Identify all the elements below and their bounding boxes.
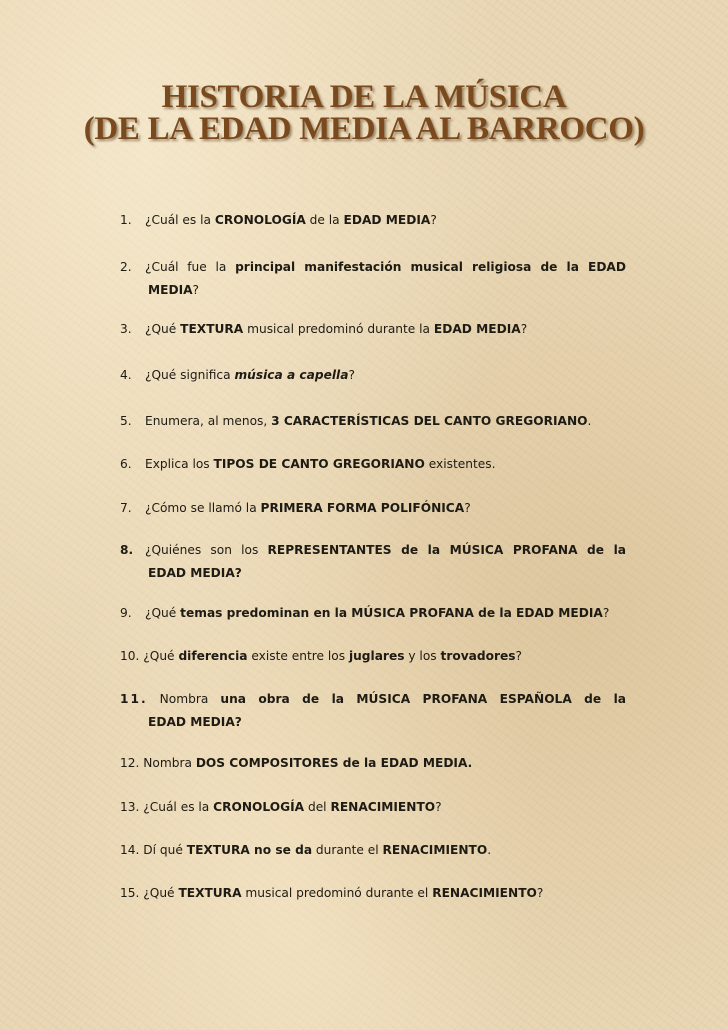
- question-8: 8. ¿Quiénes son los REPRESENTANTES de la MÚSICA PROFANA de la EDAD MEDIA?: [120, 539, 626, 585]
- question-number: 10.: [120, 649, 140, 663]
- question-15: 15. ¿Qué TEXTURA musical predominó durante el RENACIMIENTO?: [120, 886, 544, 900]
- question-11: 11. Nombra una obra de la MÚSICA PROFANA ESPAÑOLA de la EDAD MEDIA?: [120, 692, 627, 729]
- question-number: 6.: [120, 457, 132, 471]
- question-number: 11.: [120, 692, 148, 706]
- question-1: 1. ¿Cuál es la CRONOLOGÍA de la EDAD MEDIA?: [120, 209, 626, 232]
- question-number: 8.: [120, 543, 134, 557]
- question-3: 3. ¿Qué TEXTURA musical predominó durante la EDAD MEDIA?: [120, 318, 626, 341]
- question-number: 14.: [120, 843, 140, 857]
- question-number: 3.: [120, 322, 132, 336]
- question-2: 2. ¿Cuál fue la principal manifestación musical religiosa de la EDAD MEDIA?: [120, 256, 626, 302]
- question-12: 12. Nombra DOS COMPOSITORES de la EDAD MEDIA.: [120, 756, 473, 770]
- question-13: 13. ¿Cuál es la CRONOLOGÍA del RENACIMIENTO?: [120, 800, 442, 814]
- question-number: 12.: [120, 756, 140, 770]
- question-number: 13.: [120, 800, 140, 814]
- question-number: 5.: [120, 414, 132, 428]
- question-number: 9.: [120, 606, 132, 620]
- question-number: 1.: [120, 213, 132, 227]
- page-title-line-1: HISTORIA DE LA MÚSICA: [161, 79, 567, 115]
- question-number: 2.: [120, 260, 132, 274]
- question-10: 10. ¿Qué diferencia existe entre los juglares y los trovadores?: [120, 649, 522, 663]
- question-4: 4. ¿Qué significa música a capella?: [120, 364, 626, 387]
- question-5: 5. Enumera, al menos, 3 CARACTERÍSTICAS DEL CANTO GREGORIANO.: [120, 410, 626, 433]
- question-7: 7. ¿Cómo se llamó la PRIMERA FORMA POLIFÓNICA?: [120, 497, 626, 520]
- question-14: 14. Dí qué TEXTURA no se da durante el RENACIMIENTO.: [120, 843, 492, 857]
- question-9: 9. ¿Qué temas predominan en la MÚSICA PROFANA de la EDAD MEDIA?: [120, 602, 626, 625]
- question-number: 15.: [120, 886, 140, 900]
- question-number: 4.: [120, 368, 132, 382]
- question-number: 7.: [120, 501, 132, 515]
- question-6: 6. Explica los TIPOS DE CANTO GREGORIANO existentes.: [120, 453, 626, 476]
- page-title-line-2: (DE LA EDAD MEDIA AL BARROCO): [83, 111, 645, 147]
